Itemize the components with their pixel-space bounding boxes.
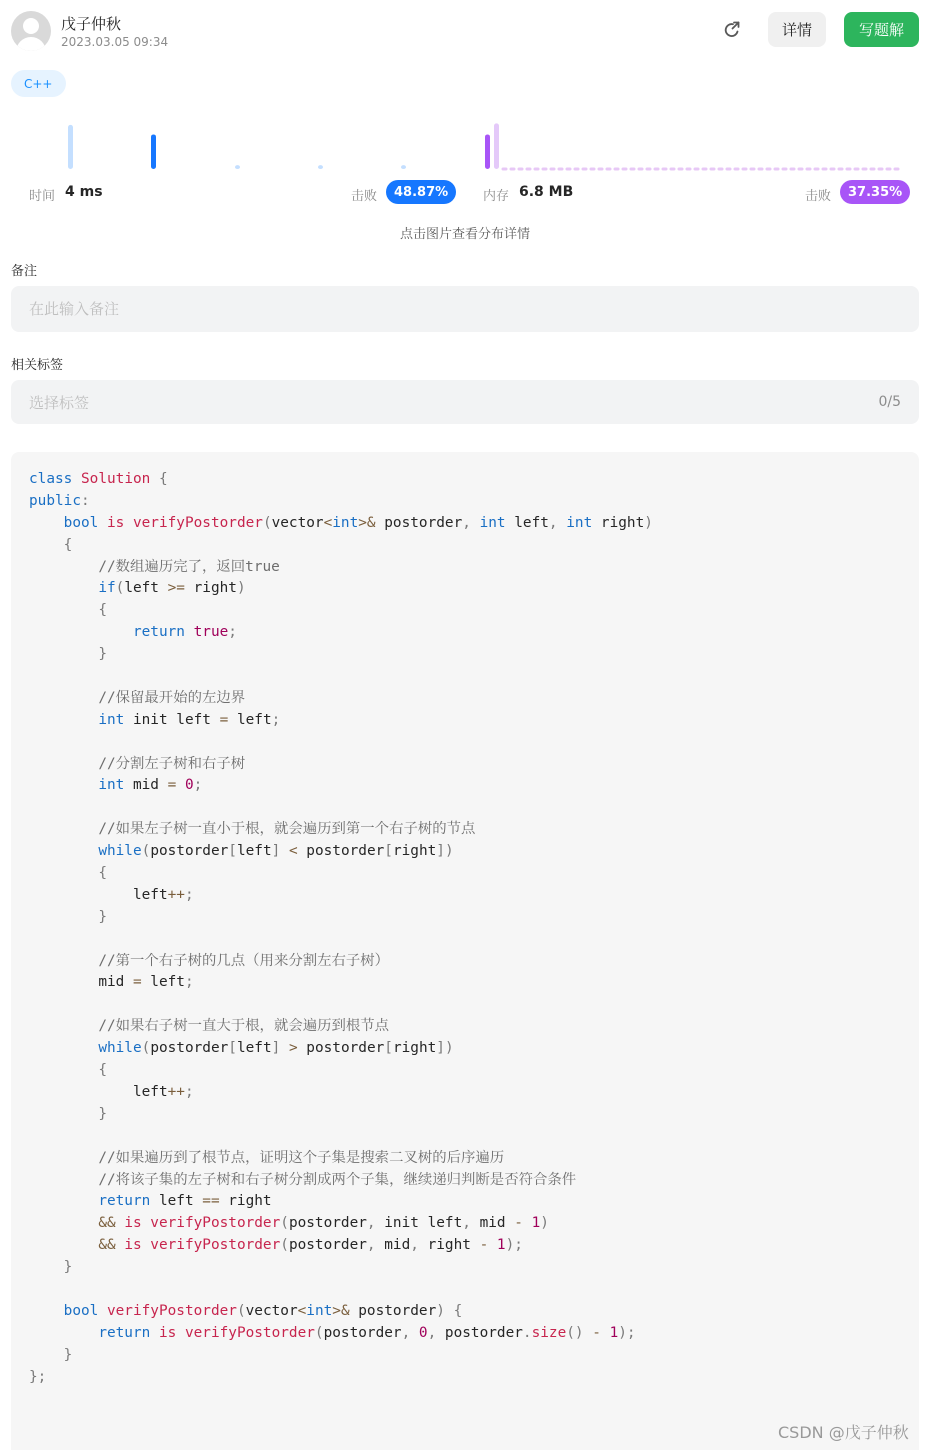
code-line: {	[98, 602, 107, 619]
code-line: return is verifyPostorder(postorder, 0, postorder.size() - 1);	[98, 1324, 636, 1341]
code-line	[29, 797, 653, 819]
runtime-beats-label: 击败	[351, 189, 378, 204]
code-line: };	[29, 1368, 47, 1385]
code-line: }	[98, 646, 107, 663]
code-line	[29, 1279, 653, 1301]
watermark: CSDN @戊子仲秋	[778, 1423, 909, 1442]
runtime-distribution-bar	[318, 165, 323, 169]
avatar[interactable]	[11, 11, 51, 51]
tags-select[interactable]	[11, 380, 919, 424]
code-line: //第一个右子树的几点（用来分割左右子树）	[98, 952, 390, 969]
code-line: //保留最开始的左边界	[98, 689, 246, 706]
code-line	[29, 732, 653, 754]
language-tag[interactable]: C++	[11, 70, 66, 97]
code-line: mid = left;	[98, 974, 194, 991]
code-line: && is verifyPostorder(postorder, mid, right - 1);	[98, 1237, 523, 1254]
performance-distribution-chart[interactable]	[11, 112, 919, 182]
code-line: int mid = 0;	[98, 777, 203, 794]
memory-beats-label: 击败	[805, 189, 832, 204]
code-line: }	[63, 1259, 73, 1276]
tags-placeholder: 选择标签	[29, 393, 90, 412]
code-line: return left == right	[98, 1193, 272, 1210]
code-line: }	[98, 1105, 107, 1122]
code-block[interactable]	[11, 452, 919, 1450]
code-line: && is verifyPostorder(postorder, init left, mid - 1)	[98, 1215, 549, 1232]
memory-beats-badge: 37.35%	[840, 180, 910, 204]
code-line: while(postorder[left] > postorder[right])	[98, 1040, 454, 1057]
memory-distribution-bar	[485, 134, 490, 169]
memory-distribution-bar	[494, 123, 499, 169]
runtime-distribution-bar	[401, 165, 406, 169]
code-line: bool is verifyPostorder(vector<int>& postorder, int left, int right)	[63, 514, 653, 531]
code-line: public:	[29, 492, 90, 509]
code-line: //如果右子树一直大于根，就会遍历到根节点	[98, 1018, 390, 1035]
author-name[interactable]: 戊子仲秋	[61, 15, 122, 33]
tags-label: 相关标签	[11, 358, 64, 373]
runtime-value: 4 ms	[65, 184, 103, 200]
share-button[interactable]	[718, 16, 746, 44]
avatar-head-shape	[23, 18, 39, 34]
code-line: bool verifyPostorder(vector<int>& postorder) {	[63, 1302, 463, 1319]
code-line: left++;	[132, 886, 194, 903]
memory-value: 6.8 MB	[519, 184, 574, 200]
runtime-bars	[68, 125, 406, 169]
runtime-label: 时间	[29, 189, 56, 204]
code-line: //分割左子树和右子树	[98, 755, 246, 772]
code-line: int init left = left;	[98, 711, 281, 728]
runtime-distribution-bar	[235, 165, 240, 169]
code-line: left++;	[132, 1083, 194, 1100]
code-line	[29, 994, 653, 1016]
code-line: //如果左子树一直小于根，就会遍历到第一个右子树的节点	[98, 821, 476, 838]
post-time: 2023.03.05 09:34	[61, 35, 169, 49]
tags-count: 0/5	[878, 394, 901, 410]
code-line: if(left >= right)	[98, 580, 246, 597]
runtime-distribution-bar	[151, 134, 156, 169]
code-line: while(postorder[left] < postorder[right])	[98, 843, 454, 860]
code-line: //将该子集的左子树和右子树分割成两个子集，继续递归判断是否符合条件	[98, 1171, 577, 1188]
code-line: class Solution {	[29, 471, 168, 487]
code-line: //如果遍历到了根节点，证明这个子集是搜索二叉树的后序遍历	[98, 1149, 505, 1166]
runtime-beats-badge: 48.87%	[386, 180, 456, 204]
runtime-distribution-bar	[68, 125, 73, 169]
detail-button[interactable]: 详情	[768, 12, 826, 47]
code-line: //数组遍历完了，返回true	[98, 558, 280, 575]
memory-bars	[485, 123, 499, 169]
notes-input[interactable]	[11, 286, 919, 332]
chart-hint[interactable]: 点击图片查看分布详情	[399, 227, 530, 242]
avatar-shoulders-shape	[16, 37, 46, 51]
code-lines	[29, 469, 653, 1388]
code-line: }	[98, 908, 107, 925]
write-solution-button[interactable]: 写题解	[844, 12, 919, 47]
code-line: {	[98, 1062, 107, 1079]
notes-label: 备注	[11, 264, 38, 279]
share-refresh-icon	[722, 20, 742, 40]
code-line: {	[98, 865, 107, 882]
code-line	[29, 666, 653, 688]
code-line: {	[63, 536, 73, 553]
memory-label: 内存	[483, 189, 510, 204]
code-line	[29, 929, 653, 951]
code-line: }	[63, 1346, 73, 1363]
code-line: return true;	[132, 624, 237, 641]
code-line	[29, 1126, 653, 1148]
